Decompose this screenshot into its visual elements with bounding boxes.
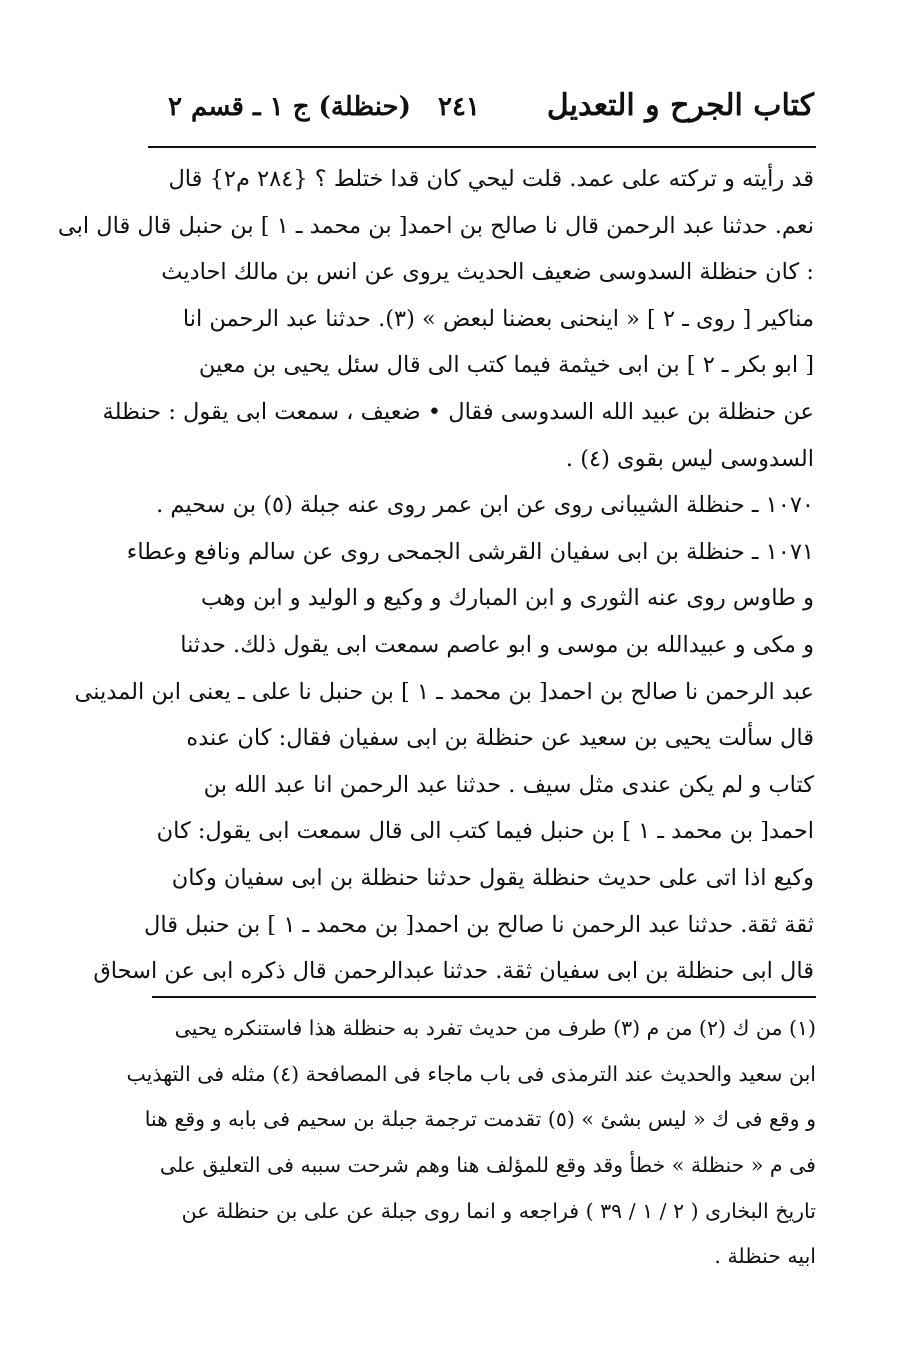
text-line: احمد[ بن محمد ـ ١ ] بن حنبل فيما كتب الى قال سمعت ابى يقول: كان bbox=[156, 818, 814, 845]
footnote-line: فى م « حنظلة » خطأ وقد وقع للمؤلف هنا وهم شرحت سببه فى التعليق على bbox=[159, 1153, 816, 1178]
text-line: عن حنظلة بن عبيد الله السدوسى فقال • ضعيف ، سمعت ابى يقول : حنظلة bbox=[102, 398, 814, 425]
footnote-rule bbox=[152, 996, 816, 998]
footnote-line: ابن سعيد والحديث عند الترمذى فى باب ماجاء فى المصافحة (٤) مثله فى التهذيب bbox=[126, 1061, 816, 1086]
header-rule bbox=[148, 146, 816, 148]
page-number: ٢٤١ bbox=[438, 92, 480, 122]
footnote-line: (١) من ك (٢) من م (٣) طرف من حديث تفرد به حنظلة هذا فاستنكره يحيى bbox=[174, 1016, 816, 1040]
text-line: السدوسى ليس بقوى (٤) . bbox=[565, 445, 814, 472]
footnote-line: ابيه حنظلة . bbox=[714, 1244, 816, 1269]
text-line: و طاوس روى عنه الثورى و ابن المبارك و وكيع و الوليد و ابن وهب bbox=[201, 585, 814, 612]
text-line: قال سألت يحيى بن سعيد عن حنظلة بن ابى سفيان فقال: كان عنده bbox=[186, 725, 814, 752]
text-line: : كان حنظلة السدوسى ضعيف الحديث يروى عن انس بن مالك احاديث bbox=[161, 259, 814, 286]
section-label: (حنظلة) ج ١ ـ قسم ٢ bbox=[168, 92, 411, 122]
book-title: كتاب الجرح و التعديل bbox=[546, 88, 814, 123]
text-line: عبد الرحمن نا صالح بن احمد[ بن محمد ـ ١ ] بن حنبل نا على ـ يعنى ابن المدينى bbox=[74, 678, 814, 705]
text-line: ثقة ثقة. حدثنا عبد الرحمن نا صالح بن احمد[ بن محمد ـ ١ ] بن حنبل قال bbox=[144, 911, 814, 938]
entry-line-1070: ١٠٧٠ ـ حنظلة الشيبانى روى عن ابن عمر روى عنه جبلة (٥) بن سحيم . bbox=[156, 492, 814, 519]
text-line: و مكى و عبيدالله بن موسى و ابو عاصم سمعت ابى يقول ذلك. حدثنا bbox=[180, 631, 814, 658]
text-line: مناكير [ روى ـ ٢ ] « اينحنى بعضنا لبعض » (٣). حدثنا عبد الرحمن انا bbox=[182, 305, 814, 332]
text-line: قد رأيته و تركته على عمد. قلت ليحي كان قدا ختلط ؟ {٢٨٤ م٢} قال bbox=[168, 166, 814, 192]
text-line: كتاب و لم يكن عندى مثل سيف . حدثنا عبد الرحمن انا عبد الله بن bbox=[203, 771, 814, 798]
main-text bbox=[57, 156, 814, 995]
footnote-line: و وقع فى ك « ليس بشئ » (٥) تقدمت ترجمة جبلة بن سحيم فى بابه و وقع هنا bbox=[144, 1107, 816, 1132]
text-line: [ ابو بكر ـ ٢ ] بن ابى خيثمة فيما كتب الى قال سئل يحيى بن معين bbox=[198, 352, 814, 379]
text-line: قال ابى حنظلة بن ابى سفيان ثقة. حدثنا عبدالرحمن قال ذكره ابى عن اسحاق bbox=[93, 958, 814, 985]
footnote-line: تاريخ البخارى ( ٢ / ١ / ٣٩ ) فراجعه و انما روى جبلة عن على بن حنظلة عن bbox=[181, 1198, 816, 1223]
text-line: وكيع اذا اتى على حديث حنظلة يقول حدثنا حنظلة بن ابى سفيان وكان bbox=[171, 864, 814, 891]
text-line: نعم. حدثنا عبد الرحمن قال نا صالح بن احمد[ بن محمد ـ ١ ] بن حنبل قال قال ابى bbox=[57, 212, 814, 239]
footnotes bbox=[126, 1006, 816, 1280]
entry-line-1071: ١٠٧١ ـ حنظلة بن ابى سفيان القرشى الجمحى روى عن سالم ونافع وعطاء bbox=[126, 538, 814, 565]
page-header bbox=[148, 88, 814, 138]
